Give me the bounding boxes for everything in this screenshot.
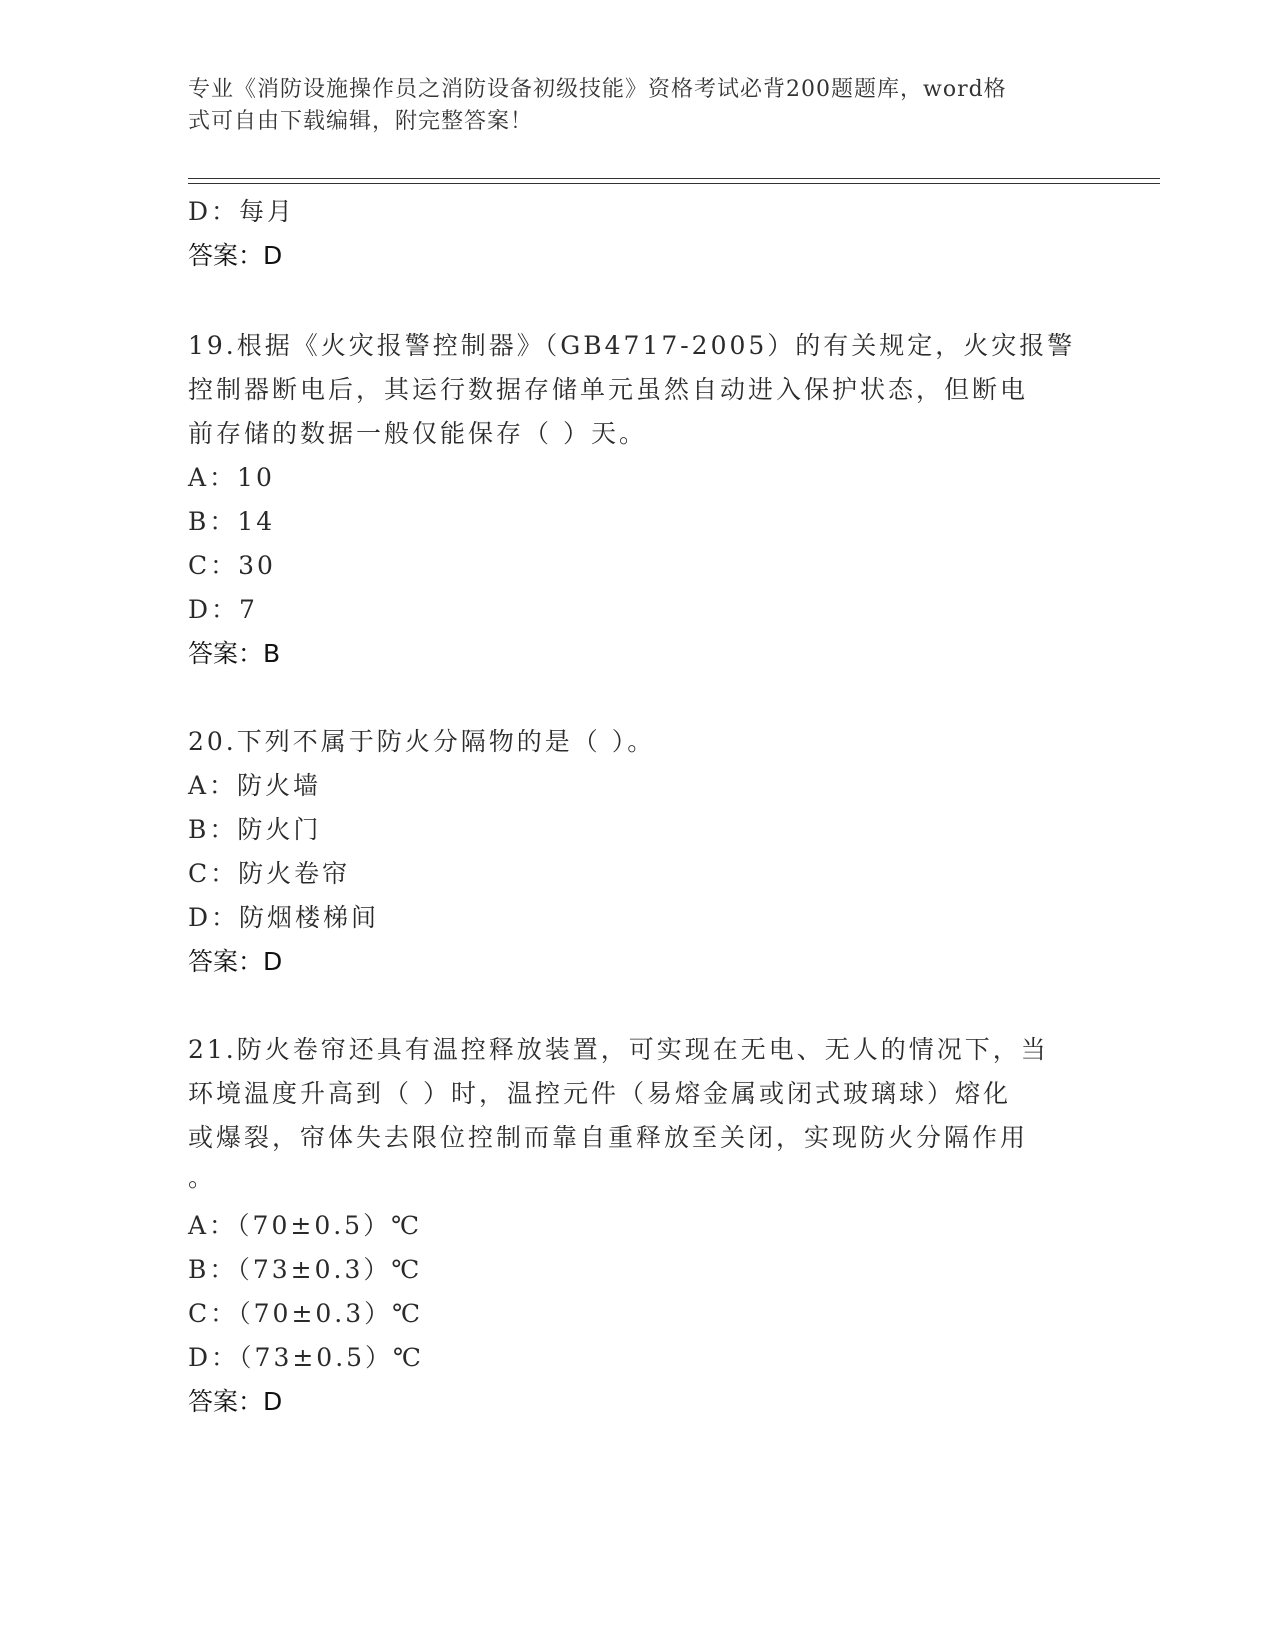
q18-answer: 答案：D <box>188 241 283 270</box>
q20-option-c: C：防火卷帘 <box>188 859 351 888</box>
q19-stem-line-1: 19.根据《火灾报警控制器》（GB4717-2005）的有关规定，火灾报警 <box>188 331 1076 360</box>
q21-stem-line-4: 。 <box>188 1163 217 1192</box>
q19-option-b: B：14 <box>188 507 276 536</box>
q21-stem-line-1: 21.防火卷帘还具有温控释放装置，可实现在无电、无人的情况下，当 <box>188 1035 1049 1064</box>
q21-option-d: D：（73±0.5）℃ <box>188 1343 425 1372</box>
q21-stem-line-3: 或爆裂，帘体失去限位控制而靠自重释放至关闭，实现防火分隔作用 <box>188 1123 1029 1152</box>
header-divider-bottom <box>188 183 1160 184</box>
page-header <box>188 74 1068 138</box>
q21-option-a: A：（70±0.5）℃ <box>188 1211 423 1240</box>
q18-option-d: D：每月 <box>188 197 296 226</box>
q21-answer: 答案：D <box>188 1387 283 1416</box>
q20-stem: 20.下列不属于防火分隔物的是（ ）。 <box>188 727 656 756</box>
q19-answer: 答案：B <box>188 639 281 668</box>
q20-option-b: B：防火门 <box>188 815 322 844</box>
q19-option-c: C：30 <box>188 551 276 580</box>
q21-option-b: B：（73±0.3）℃ <box>188 1255 423 1284</box>
q21-option-c: C：（70±0.3）℃ <box>188 1299 424 1328</box>
q19-option-a: A：10 <box>188 463 275 492</box>
q21-stem-line-2: 环境温度升高到（ ）时，温控元件（易熔金属或闭式玻璃球）熔化 <box>188 1079 1011 1108</box>
q20-option-a: A：防火墙 <box>188 771 322 800</box>
q19-stem-line-2: 控制器断电后，其运行数据存储单元虽然自动进入保护状态，但断电 <box>188 375 1029 404</box>
q19-stem-line-3: 前存储的数据一般仅能保存（ ）天。 <box>188 419 647 448</box>
header-divider-top <box>188 178 1160 179</box>
q20-answer: 答案：D <box>188 947 283 976</box>
q20-option-d: D：防烟楼梯间 <box>188 903 380 932</box>
q19-option-d: D：7 <box>188 595 258 624</box>
header-line-1: 专业《消防设施操作员之消防设备初级技能》资格考试必背200题题库，word格 <box>188 77 1007 102</box>
header-line-2: 式可自由下载编辑，附完整答案！ <box>188 109 534 134</box>
